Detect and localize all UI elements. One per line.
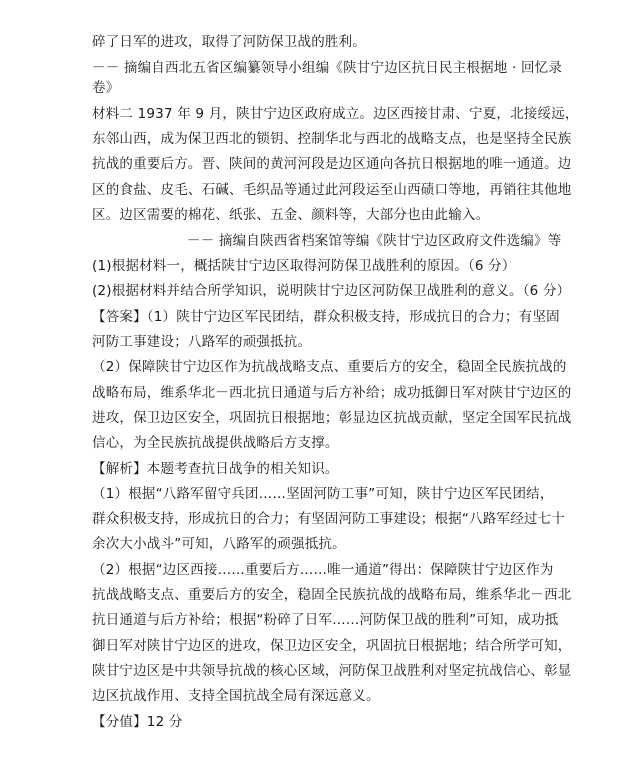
text-line: 群众积极支持，形成抗日的合力；有坚固河防工事建设；根据“八路军经过七十 [92, 511, 565, 527]
source-citation: 卷》 [92, 80, 120, 96]
score-line: 【分值】12 分 [92, 714, 183, 730]
text-line: 边区抗战作用、支持全国抗战全局有深远意义。 [92, 688, 380, 704]
text-line: （1）根据“八路军留守兵团……坚固河防工事”可知，陕甘宁边区军民团结， [92, 486, 554, 502]
analysis-heading: 【解析】本题考查抗日战争的相关知识。 [92, 461, 339, 477]
text-line: 区的食盐、皮毛、石碱、毛织品等通过此河段运至山西碛口等地，再销往其他地 [92, 182, 572, 198]
source-citation: －－ 摘编自陕西省档案馆等编《陕甘宁边区政府文件选编》等 [187, 233, 562, 249]
text-line: 抗战的重要后方。晋、陕间的黄河河段是边区通向各抗日根据地的唯一通道。边 [92, 156, 572, 172]
text-line: 陕甘宁边区是中共领导抗战的核心区域，河防保卫战胜利对坚定抗战信心、彰显 [92, 663, 572, 679]
question-1: (1)根据材料一，概括陕甘宁边区取得河防保卫战胜利的原因。（6 分） [92, 258, 516, 274]
question-2: (2)根据材料并结合所学知识，说明陕甘宁边区河防保卫战胜利的意义。（6 分） [92, 283, 571, 299]
text-line: 御日军对陕甘宁边区的进攻，保卫边区安全，巩固抗日根据地；结合所学可知， [92, 638, 572, 654]
text-line: 东邻山西，成为保卫西北的锁钥、控制华北与西北的战略支点，也是坚持全民族 [92, 131, 572, 147]
answer-heading: 【答案】（1）陕甘宁边区军民团结，群众积极支持，形成抗日的合力；有坚固 [92, 309, 560, 325]
text-line: 抗日通道与后方补给；根据“粉碎了日军……河防保卫战的胜利”可知，成功抵 [92, 612, 559, 628]
text-line: 信心，为全民族抗战提供战略后方支撑。 [92, 435, 339, 451]
text-line: 进攻，保卫边区安全，巩固抗日根据地；彰显边区抗战贡献，坚定全国军民抗战 [92, 410, 572, 426]
text-line: 抗战战略支点、重要后方的安全，稳固全民族抗战的战略布局，维系华北－西北 [92, 587, 572, 603]
source-citation: －－ 摘编自西北五省区编纂领导小组编《陕甘宁边区抗日民主根据地 · 回忆录 [92, 60, 563, 76]
text-line: 河防工事建设；八路军的顽强抵抗。 [92, 334, 312, 350]
text-line: （2）保障陕甘宁边区作为抗战战略支点、重要后方的安全，稳固全民族抗战的 [92, 359, 567, 375]
text-line: 区。边区需要的棉花、纸张、五金、颜料等，大部分也由此输入。 [92, 207, 490, 223]
text-line: 材料二 1937 年 9 月，陕甘宁边区政府成立。边区西接甘肃、宁夏，北接绥远， [92, 106, 579, 122]
text-line: 战略布局，维系华北－西北抗日通道与后方补给；成功抵御日军对陕甘宁边区的 [92, 385, 572, 401]
text-line: 余次大小战斗”可知，八路军的顽强抵抗。 [92, 536, 346, 552]
text-line: （2）根据“边区西接……重要后方……唯一通道”得出：保障陕甘宁边区作为 [92, 562, 554, 578]
text-line: 碎了日军的进攻，取得了河防保卫战的胜利。 [92, 34, 366, 50]
